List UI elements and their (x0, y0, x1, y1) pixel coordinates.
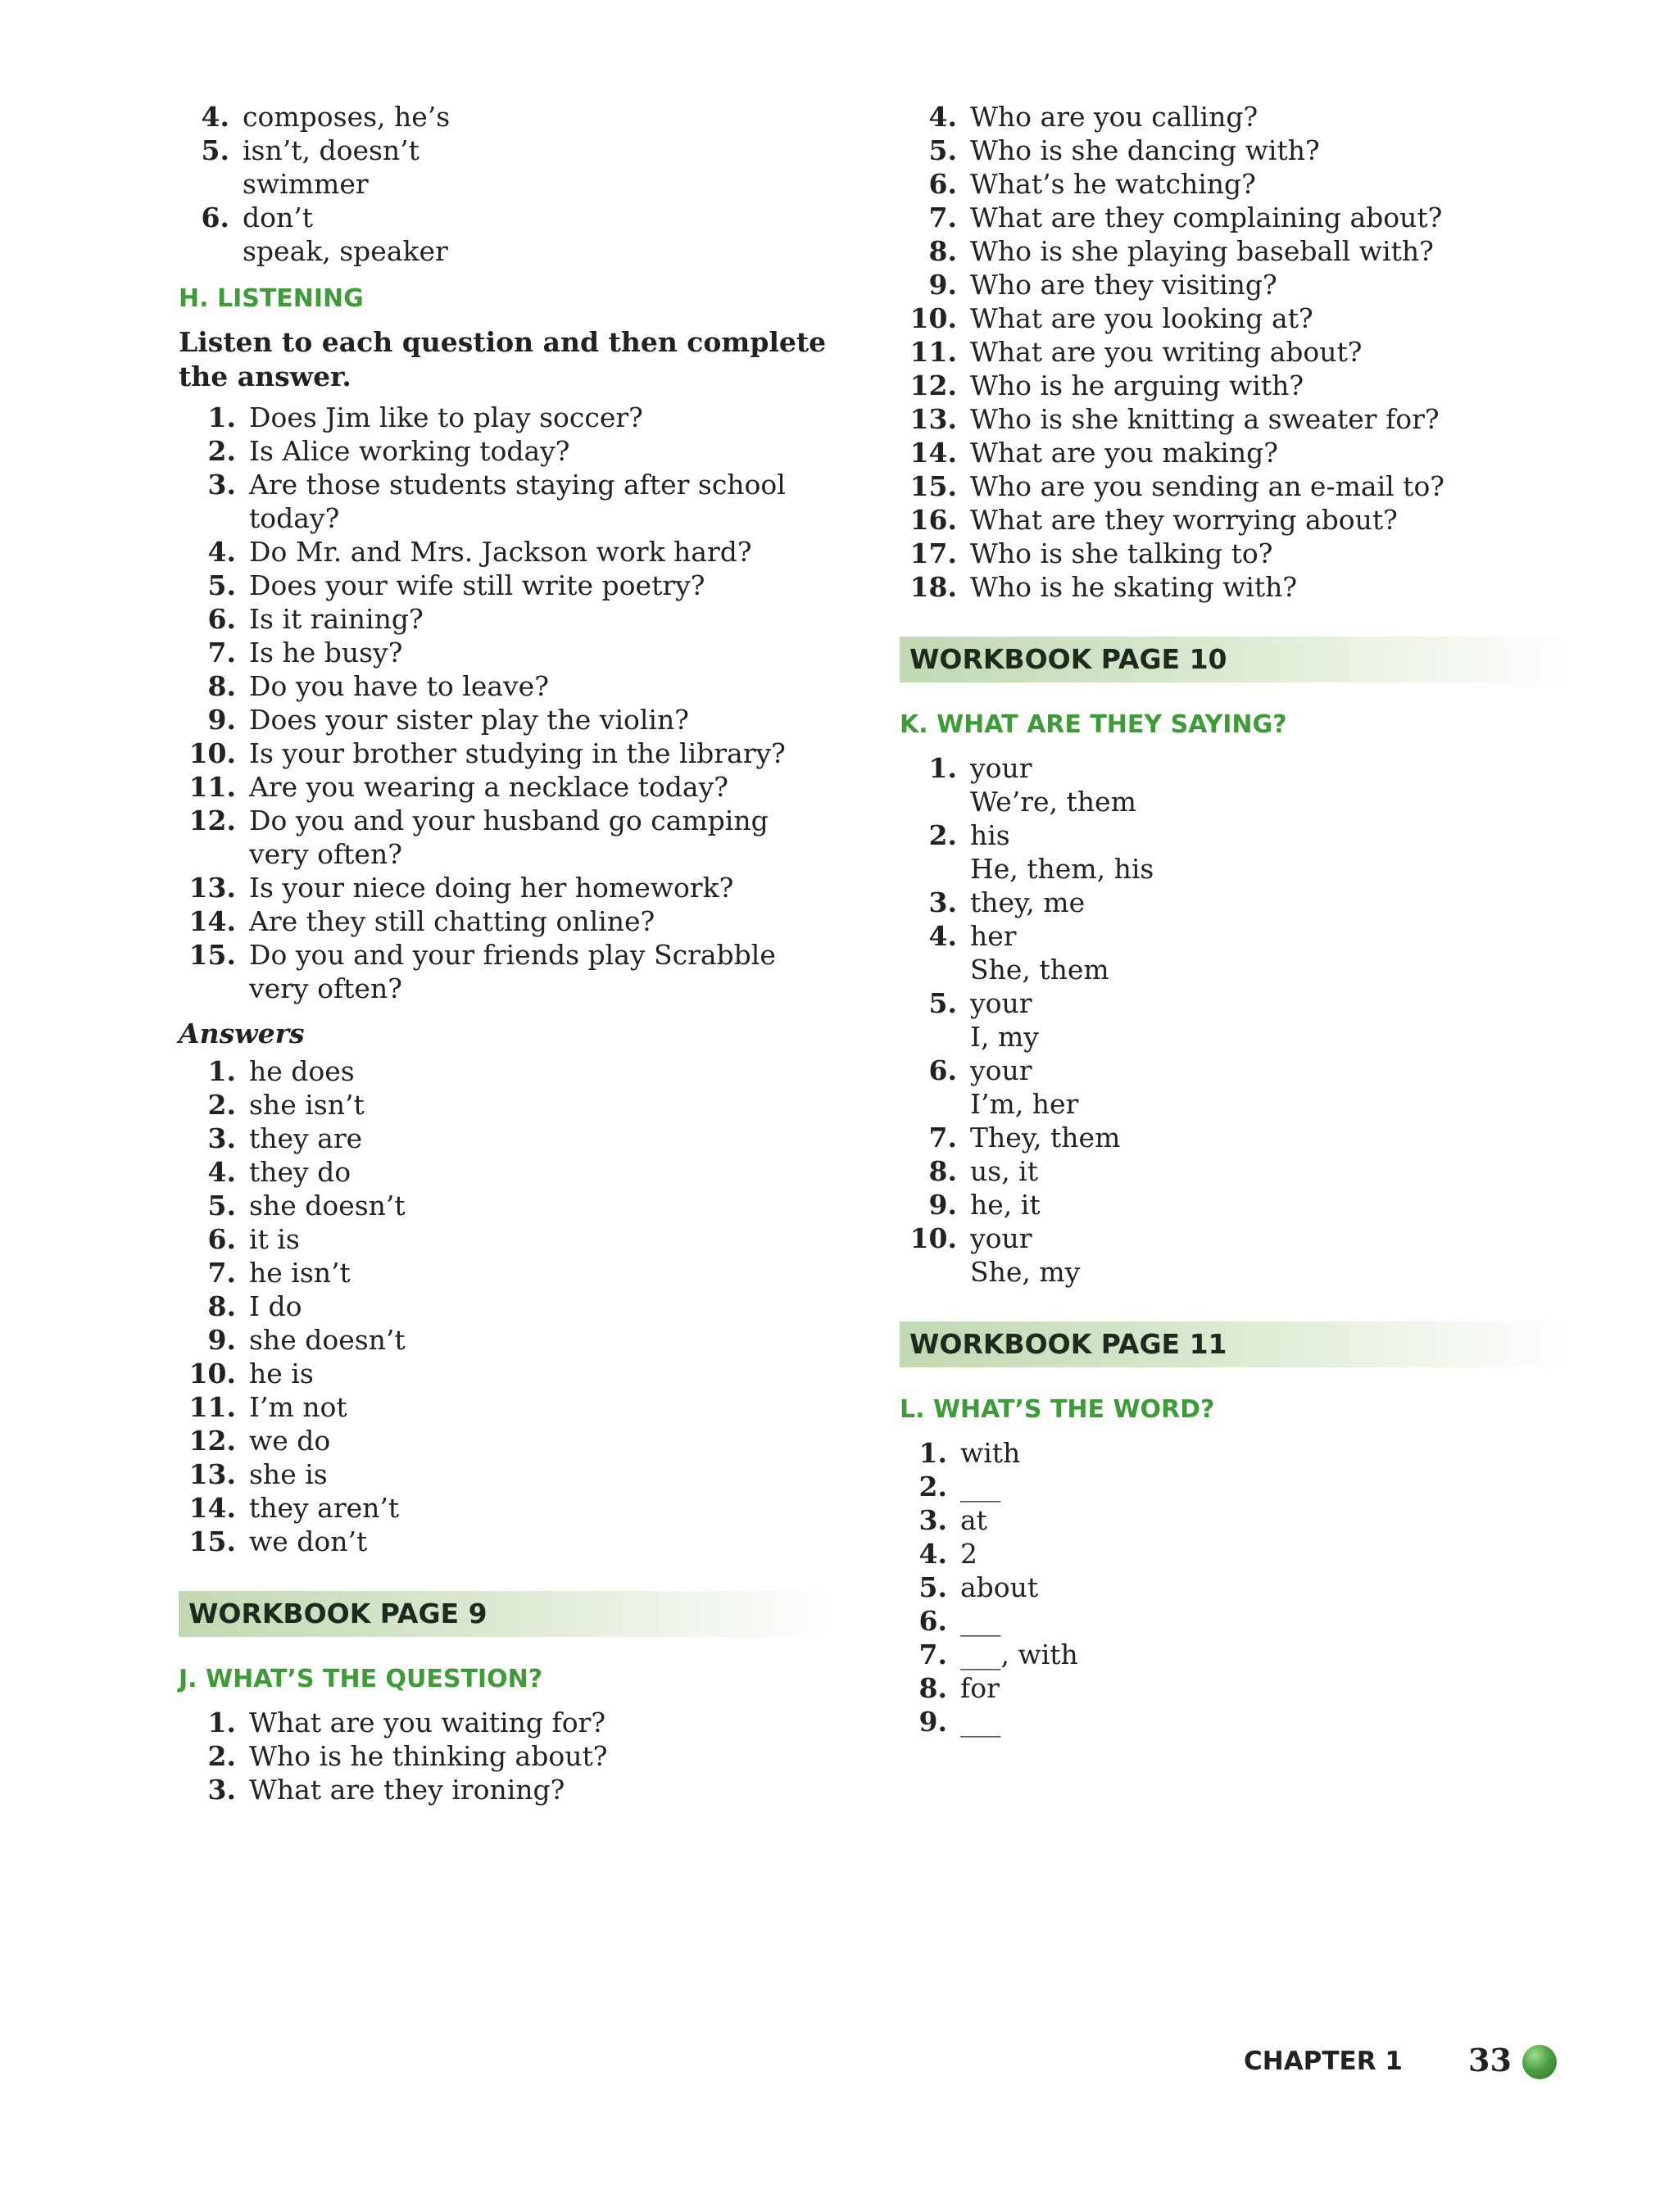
item-text: with (960, 1437, 1021, 1469)
item-number: 2. (918, 1471, 947, 1503)
item-number: 1. (918, 1437, 947, 1469)
list-item (179, 1706, 834, 1739)
item-text: we do (249, 1425, 331, 1457)
item-text: ___ (960, 1706, 1001, 1738)
item-text: What are you writing about? (970, 336, 1363, 368)
item-number: 5. (201, 134, 229, 166)
item-number: 4. (928, 101, 957, 133)
item-text: ___ (960, 1605, 1001, 1637)
item-number: 10. (188, 1358, 236, 1389)
list-item (179, 569, 834, 602)
item-text: What’s he watching? (970, 168, 1256, 200)
item-number: 1. (207, 1707, 236, 1738)
list-item (900, 436, 1571, 469)
item-number: 3. (928, 886, 957, 918)
page-number: 33 (1468, 2042, 1512, 2078)
item-number: 15. (909, 470, 957, 502)
item-number: 4. (207, 1156, 236, 1188)
list-item (900, 1121, 1571, 1154)
item-text: Do you and your friends play Scrabble very often? (249, 939, 785, 1004)
item-number: 11. (909, 336, 957, 368)
list-item (900, 1222, 1571, 1289)
item-number: 2. (207, 1089, 236, 1121)
item-number: 5. (207, 1190, 236, 1222)
item-number: 5. (928, 987, 957, 1019)
item-text (243, 100, 834, 134)
item-number: 2. (928, 819, 957, 851)
item-number: 2. (207, 435, 236, 467)
list-item (179, 1424, 834, 1457)
list-item (179, 669, 834, 703)
list-item (900, 570, 1571, 604)
list-item (179, 938, 834, 1005)
list-item (179, 1088, 834, 1122)
item-number: 14. (909, 437, 957, 469)
item-number: 7. (918, 1639, 947, 1670)
list-item (900, 1671, 1571, 1705)
item-text: Is your niece doing her homework? (249, 872, 734, 904)
item-number: 6. (918, 1605, 947, 1637)
item-number: 15. (188, 1525, 236, 1557)
item-number: 9. (928, 1189, 957, 1221)
item-line: he, it (970, 1189, 1041, 1221)
item-text: she isn’t (249, 1089, 365, 1121)
item-number: 3. (918, 1504, 947, 1536)
item-text (970, 1222, 1571, 1289)
item-text: Does your sister play the violin? (249, 704, 689, 736)
item-number: 9. (918, 1706, 947, 1738)
item-number: 3. (207, 1122, 236, 1154)
item-text: he isn’t (249, 1257, 351, 1289)
list-item (900, 1638, 1571, 1671)
item-text: What are they complaining about? (970, 202, 1443, 233)
left-column (179, 100, 834, 1811)
item-text: Are they still chatting online? (249, 905, 655, 937)
item-text: Do Mr. and Mrs. Jackson work hard? (249, 536, 752, 568)
item-text: he is (249, 1358, 314, 1389)
item-text: they aren’t (249, 1492, 400, 1524)
item-text: Do you and your husband go camping very often? (249, 805, 778, 870)
workbook-page-9-bar: WORKBOOK PAGE 9 (179, 1591, 834, 1637)
item-number: 6. (201, 202, 229, 233)
list-item (900, 201, 1571, 234)
item-number: 4. (201, 101, 229, 133)
item-number: 8. (928, 1155, 957, 1187)
item-text: we don’t (249, 1525, 368, 1557)
list-item (900, 1503, 1571, 1537)
list-item (900, 886, 1571, 919)
list-item (179, 904, 834, 938)
list-item (900, 503, 1571, 537)
item-text: they are (249, 1122, 363, 1154)
item-text: Is he busy? (249, 637, 403, 669)
list-item (179, 602, 834, 636)
item-text (970, 886, 1571, 919)
item-line: He, them, his (970, 853, 1154, 885)
item-text: I’m not (249, 1391, 347, 1423)
list-item (179, 535, 834, 569)
list-item (179, 1773, 834, 1806)
list-item (900, 1154, 1571, 1188)
item-number: 11. (188, 1391, 236, 1423)
item-number: 4. (918, 1538, 947, 1570)
item-number: 10. (909, 1222, 957, 1254)
item-text: I do (249, 1290, 302, 1322)
item-text: Who is she knitting a sweater for? (970, 403, 1440, 435)
item-number: 8. (918, 1672, 947, 1704)
item-text: Does Jim like to play soccer? (249, 401, 643, 433)
item-number: 12. (188, 1425, 236, 1457)
item-number: 5. (207, 569, 236, 601)
list-item (179, 1054, 834, 1088)
item-number: 18. (909, 571, 957, 603)
item-number: 10. (909, 302, 957, 334)
item-number: 6. (928, 168, 957, 200)
item-number: 14. (188, 905, 236, 937)
item-text (970, 919, 1571, 986)
item-number: 1. (207, 401, 236, 433)
item-line: We’re, them (970, 786, 1136, 818)
item-text (970, 986, 1571, 1054)
item-text: ___, with (960, 1639, 1078, 1670)
item-text: Who are they visiting? (970, 269, 1277, 301)
item-number: 5. (918, 1571, 947, 1603)
item-text: she doesn’t (249, 1190, 406, 1222)
list-item (900, 301, 1571, 335)
item-line: swimmer (243, 168, 369, 200)
list-item (179, 1390, 834, 1424)
item-number: 13. (188, 1458, 236, 1490)
item-text: Who is she talking to? (970, 537, 1273, 569)
item-number: 17. (909, 537, 957, 569)
item-line: they, me (970, 886, 1086, 918)
item-text: Who is she playing baseball with? (970, 235, 1434, 267)
item-number: 9. (207, 704, 236, 736)
item-line: I, my (970, 1021, 1039, 1053)
list-item (179, 401, 834, 434)
item-line: I’m, her (970, 1088, 1079, 1120)
item-line: She, them (970, 954, 1109, 986)
item-text: she doesn’t (249, 1324, 406, 1356)
page-footer (1237, 2040, 1581, 2089)
list-item (179, 468, 834, 535)
list-item (179, 1222, 834, 1256)
item-number: 1. (207, 1055, 236, 1087)
list-item (179, 1256, 834, 1290)
item-text: they do (249, 1156, 351, 1188)
list-item (179, 770, 834, 804)
list-item (179, 100, 834, 134)
item-number: 3. (207, 1774, 236, 1806)
item-text: Who is he arguing with? (970, 369, 1304, 401)
item-line: speak, speaker (243, 235, 448, 267)
item-line: composes, he’s (243, 101, 451, 133)
item-line: isn’t, doesn’t (243, 134, 420, 166)
item-line: your (970, 987, 1032, 1019)
list-item (179, 1357, 834, 1390)
list-item (179, 636, 834, 669)
right-column (900, 100, 1571, 1743)
answers-heading: Answers (179, 1018, 305, 1049)
item-text: Is it raining? (249, 603, 424, 635)
item-number: 12. (188, 805, 236, 836)
list-item (900, 1188, 1571, 1222)
section-j-list (179, 1706, 834, 1806)
item-number: 15. (188, 939, 236, 971)
item-line: his (970, 819, 1010, 851)
list-item (900, 268, 1571, 301)
item-number: 7. (207, 1257, 236, 1289)
item-line: her (970, 920, 1017, 952)
item-text: ___ (960, 1471, 1001, 1503)
list-item (900, 469, 1571, 503)
item-text (243, 134, 834, 201)
item-line: your (970, 1054, 1032, 1086)
item-text: Who are you calling? (970, 101, 1258, 133)
item-text: What are you looking at? (970, 302, 1313, 334)
list-item (900, 100, 1571, 134)
list-item (179, 1290, 834, 1323)
list-item (900, 1604, 1571, 1638)
item-text: about (960, 1571, 1039, 1603)
item-number: 6. (207, 1223, 236, 1255)
section-h-instruction: Listen to each question and then complete the answer. (179, 326, 827, 392)
workbook-page-11-bar: WORKBOOK PAGE 11 (900, 1321, 1571, 1367)
listening-questions-list (179, 401, 834, 1005)
list-item (900, 537, 1571, 570)
list-item (900, 1436, 1571, 1470)
item-number: 14. (188, 1492, 236, 1524)
item-number: 5. (928, 134, 957, 166)
list-item (179, 1739, 834, 1773)
item-text (970, 1121, 1571, 1154)
item-text: Who is he skating with? (970, 571, 1298, 603)
item-text: Are you wearing a necklace today? (249, 771, 728, 803)
listening-answers-list (179, 1054, 834, 1558)
item-line: don’t (243, 202, 313, 233)
item-number: 13. (188, 872, 236, 904)
list-item (900, 234, 1571, 268)
list-item (179, 703, 834, 737)
section-l-heading: L. WHAT’S THE WORD? (900, 1395, 1215, 1424)
item-text: What are you making? (970, 437, 1278, 469)
item-text: Who is he thinking about? (249, 1740, 608, 1772)
list-item (900, 1470, 1571, 1503)
item-number: 3. (207, 469, 236, 501)
list-item (900, 1537, 1571, 1571)
workbook-page-10-bar: WORKBOOK PAGE 10 (900, 637, 1571, 682)
green-dot-icon (1522, 2045, 1557, 2079)
item-number: 2. (207, 1740, 236, 1772)
list-item (179, 134, 834, 201)
list-item (179, 434, 834, 468)
list-item (900, 919, 1571, 986)
chapter-label: CHAPTER 1 (1244, 2047, 1403, 2076)
item-number: 6. (207, 603, 236, 635)
item-text: he does (249, 1055, 355, 1087)
section-k-heading: K. WHAT ARE THEY SAYING? (900, 710, 1287, 739)
item-number: 12. (909, 369, 957, 401)
exercise-continuation-list (179, 100, 834, 268)
item-text: Are those students staying after school today? (249, 469, 795, 534)
list-item (179, 1491, 834, 1525)
item-line: your (970, 752, 1032, 784)
item-number: 6. (928, 1054, 957, 1086)
item-number: 16. (909, 504, 957, 536)
list-item (179, 201, 834, 268)
item-text: it is (249, 1223, 300, 1255)
item-number: 8. (207, 670, 236, 702)
list-item (179, 737, 834, 770)
item-number: 4. (207, 536, 236, 568)
list-item (179, 1457, 834, 1491)
section-h-heading: H. LISTENING (179, 284, 364, 313)
item-text: Do you have to leave? (249, 670, 549, 702)
list-item (179, 1189, 834, 1222)
item-text (970, 818, 1571, 886)
list-item (900, 134, 1571, 167)
list-item (179, 1122, 834, 1155)
list-item (900, 1054, 1571, 1121)
item-number: 8. (928, 235, 957, 267)
item-number: 11. (188, 771, 236, 803)
list-item (179, 804, 834, 871)
item-text: What are they ironing? (249, 1774, 565, 1806)
item-text: Is Alice working today? (249, 435, 570, 467)
list-item (900, 167, 1571, 201)
list-item (900, 986, 1571, 1054)
section-k-list (900, 751, 1571, 1289)
item-text: 2 (960, 1538, 977, 1570)
item-number: 7. (207, 637, 236, 669)
list-item (900, 335, 1571, 369)
item-text: she is (249, 1458, 328, 1490)
item-number: 10. (188, 737, 236, 769)
item-line: us, it (970, 1155, 1038, 1187)
item-text: Is your brother studying in the library? (249, 737, 786, 769)
item-number: 8. (207, 1290, 236, 1322)
item-text (970, 1188, 1571, 1222)
list-item (900, 402, 1571, 436)
item-number: 9. (207, 1324, 236, 1356)
list-item (900, 1571, 1571, 1604)
item-text (970, 1154, 1571, 1188)
item-number: 13. (909, 403, 957, 435)
list-item (900, 818, 1571, 886)
item-text: What are they worrying about? (970, 504, 1398, 536)
item-number: 1. (928, 752, 957, 784)
item-text: Who is she dancing with? (970, 134, 1320, 166)
item-line: She, my (970, 1256, 1081, 1288)
item-text: What are you waiting for? (249, 1707, 606, 1738)
list-item (179, 1525, 834, 1558)
list-item (900, 751, 1571, 818)
section-l-list (900, 1436, 1571, 1738)
item-number: 4. (928, 920, 957, 952)
item-text: Who are you sending an e-mail to? (970, 470, 1444, 502)
section-j-heading: J. WHAT’S THE QUESTION? (179, 1665, 543, 1693)
item-text: Does your wife still write poetry? (249, 569, 705, 601)
list-item (900, 369, 1571, 402)
item-line: They, them (970, 1122, 1121, 1154)
section-j-continued-list (900, 100, 1571, 604)
item-text (970, 751, 1571, 818)
item-line: your (970, 1222, 1032, 1254)
list-item (900, 1705, 1571, 1738)
item-text (243, 201, 834, 268)
list-item (179, 1155, 834, 1189)
item-number: 7. (928, 1122, 957, 1154)
item-number: 7. (928, 202, 957, 233)
item-text: for (960, 1672, 1000, 1704)
item-number: 9. (928, 269, 957, 301)
list-item (179, 1323, 834, 1357)
item-text: at (960, 1504, 987, 1536)
list-item (179, 871, 834, 904)
item-text (970, 1054, 1571, 1121)
